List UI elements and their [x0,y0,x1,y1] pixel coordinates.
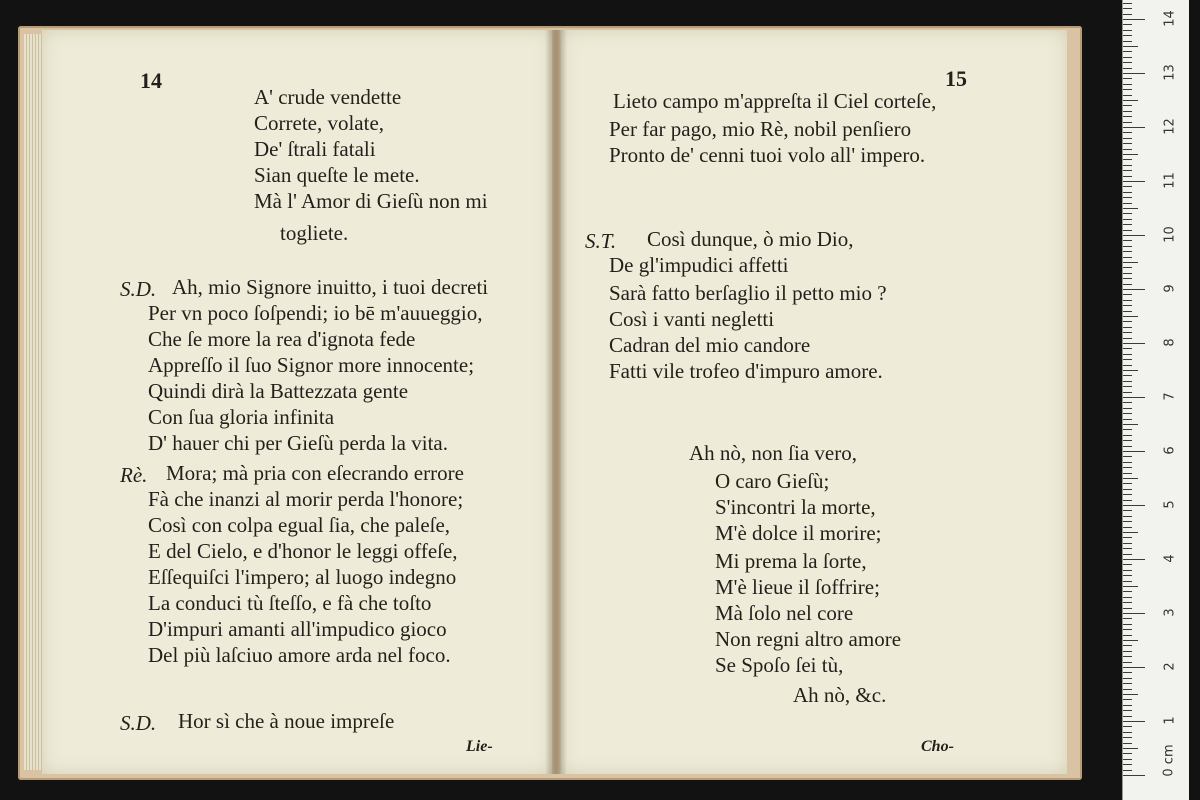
ruler-tick [1123,219,1132,220]
ruler-tick [1123,586,1138,587]
ruler-tick [1123,716,1132,717]
ruler-tick [1123,51,1132,52]
aria-line: Ah nò, &c. [793,683,887,707]
aria-line: Se Spoſo ſei tù, [715,653,844,677]
speaker-label-sd: S.D. [120,711,157,735]
ruler-tick [1123,14,1132,15]
ruler-tick [1123,575,1132,576]
ruler-tick [1123,100,1138,101]
speaker-label-sd: S.D. [120,277,157,301]
speech-line: D'impuri amanti all'impudico gioco [148,617,447,641]
ruler-tick [1123,251,1132,252]
speech-line: E del Cielo, e d'honor le leggi offeſe, [148,539,458,563]
ruler-tick [1123,235,1145,236]
ruler-tick [1123,181,1145,182]
ruler-tick [1123,224,1132,225]
ruler-tick [1123,116,1132,117]
ruler-tick [1123,770,1132,771]
ruler-tick [1123,35,1132,36]
ruler-tick [1123,743,1132,744]
right-stanza-line: Pronto de' cenni tuoi volo all' impero. [609,143,926,167]
ruler-tick [1123,294,1132,295]
ruler-tick [1123,473,1132,474]
ruler-tick [1123,186,1132,187]
ruler-tick [1123,386,1132,387]
speech-line: Che ſe more la rea d'ignota fede [148,327,416,351]
ruler-tick [1123,240,1132,241]
left-page [42,30,553,774]
ruler-label: 11 [1162,172,1178,189]
aria-line: O caro Gieſù; [715,469,830,493]
ruler-tick [1123,456,1132,457]
catchword: Lie- [466,738,493,755]
ruler-tick [1123,710,1132,711]
ruler-tick [1123,348,1132,349]
catchword: Cho- [921,738,954,755]
ruler-tick [1123,8,1132,9]
speech-line: Sarà fatto berſaglio il petto mio ? [609,281,887,305]
ruler-tick [1123,111,1132,112]
ruler-tick [1123,494,1132,495]
speech-line: Ah, mio Signore inuitto, i tuoi decreti [172,275,489,299]
ruler-tick [1123,246,1132,247]
ruler-tick [1123,737,1132,738]
ruler-tick [1123,73,1145,74]
ruler-tick [1123,548,1132,549]
ruler-tick [1123,440,1132,441]
ruler-tick [1123,278,1132,279]
left-folio: 14 [140,68,162,93]
aria-line: M'è lieue il ſoffrire; [715,575,880,599]
left-stanza-line: A' crude vendette [254,85,402,109]
speech-line: Per vn poco ſoſpendi; io bē m'auueggio, [148,301,483,325]
ruler-tick [1123,510,1132,511]
ruler-tick [1123,138,1132,139]
ruler-tick [1123,489,1132,490]
ruler-tick [1123,640,1138,641]
ruler-tick [1123,656,1132,657]
ruler-tick [1123,753,1132,754]
ruler-tick [1123,105,1132,106]
ruler-tick [1123,327,1132,328]
ruler-tick [1123,170,1132,171]
ruler-tick [1123,478,1138,479]
ruler-tick [1123,332,1132,333]
ruler-tick [1123,338,1132,339]
ruler-tick [1123,699,1132,700]
ruler-tick [1123,62,1132,63]
ruler-tick [1123,154,1138,155]
ruler-tick [1123,267,1132,268]
ruler-label: 5 [1162,500,1178,509]
ruler-tick [1123,613,1145,614]
left-stanza-line: togliete. [280,221,349,245]
ruler-tick [1123,122,1132,123]
ruler-label: 4 [1162,554,1178,563]
right-stanza-line: Lieto campo m'appreſta il Ciel corteſe, [613,89,937,113]
speech-line: Con ſua gloria infinita [148,405,335,429]
speech-line: Eſſequiſci l'impero; al luogo indegno [148,565,457,589]
ruler-tick [1123,435,1132,436]
ruler-tick [1123,705,1132,706]
ruler-tick [1123,419,1132,420]
ruler-tick [1123,203,1132,204]
ruler-tick [1123,300,1132,301]
ruler-tick [1123,483,1132,484]
ruler-tick [1123,462,1132,463]
ruler-tick [1123,343,1145,344]
ruler-label: 10 [1162,226,1178,243]
speech-line: Così con colpa egual ſia, che paleſe, [148,513,451,537]
ruler-tick [1123,316,1138,317]
ruler-label: 2 [1162,662,1178,671]
ruler-label: 0 cm [1161,744,1177,777]
speaker-label-re: Rè. [120,463,148,487]
left-stanza-line: Mà l' Amor di Gieſù non mi [254,189,488,213]
ruler-tick [1123,429,1132,430]
ruler-label: 7 [1162,392,1178,401]
aria-line: M'è dolce il morire; [715,521,882,545]
aria-line: Ah nò, non ſia vero, [689,441,857,465]
ruler-tick [1123,397,1145,398]
speech-line: D' hauer chi per Gieſù perda la vita. [148,431,448,455]
ruler-tick [1123,24,1132,25]
ruler-tick [1123,84,1132,85]
ruler-tick [1123,559,1145,560]
ruler-tick [1123,667,1145,668]
ruler-tick [1123,257,1132,258]
ruler-tick [1123,370,1138,371]
ruler-tick [1123,672,1132,673]
ruler-tick [1123,165,1132,166]
ruler-tick [1123,581,1132,582]
ruler-tick [1123,721,1145,722]
speech-line: Appreſſo il ſuo Signor more innocente; [148,353,475,377]
ruler-tick [1123,602,1132,603]
ruler-tick [1123,678,1132,679]
ruler-tick [1123,305,1132,306]
ruler-label: 9 [1162,284,1178,293]
ruler-tick [1123,597,1132,598]
ruler-tick [1123,748,1138,749]
ruler-tick [1123,262,1138,263]
speech-line: Mora; mà pria con eſecrando errore [166,461,464,485]
ruler-tick [1123,775,1145,776]
ruler-tick [1123,570,1132,571]
ruler-tick [1123,192,1132,193]
ruler-tick [1123,402,1132,403]
ruler-tick [1123,354,1132,355]
ruler-tick [1123,176,1132,177]
ruler-tick [1123,694,1138,695]
ruler-tick [1123,375,1132,376]
ruler-label: 14 [1162,10,1178,27]
ruler-tick [1123,289,1145,290]
speech-line: Così i vanti negletti [609,307,775,331]
right-folio: 15 [945,66,967,91]
ruler-tick [1123,213,1132,214]
ruler-tick [1123,629,1132,630]
speech-line: Hor sì che à noue impreſe [178,709,395,733]
ruler-tick [1123,505,1145,506]
ruler-tick [1123,645,1132,646]
ruler-label: 6 [1162,446,1178,455]
speech-line: De gl'impudici affetti [609,253,789,277]
ruler-tick [1123,68,1132,69]
ruler-tick [1123,159,1132,160]
ruler-tick [1123,57,1132,58]
aria-line: Non regni altro amore [715,627,902,651]
speech-line: Fatti vile trofeo d'impuro amore. [609,359,883,383]
ruler-tick [1123,381,1132,382]
speech-line: Così dunque, ò mio Dio, [647,227,854,251]
ruler-tick [1123,527,1132,528]
ruler-tick [1123,321,1132,322]
ruler-label: 12 [1162,118,1178,135]
ruler-tick [1123,424,1138,425]
ruler-tick [1123,78,1132,79]
aria-line: S'incontri la morte, [715,495,876,519]
ruler-tick [1123,19,1145,20]
ruler-tick [1123,543,1132,544]
aria-line: Mà ſolo nel core [715,601,854,625]
ruler-tick [1123,608,1132,609]
ruler-tick [1123,651,1132,652]
ruler-label: 1 [1162,716,1178,725]
ruler-tick [1123,230,1132,231]
ruler-tick [1123,95,1132,96]
ruler-tick [1123,127,1145,128]
ruler-tick [1123,30,1132,31]
ruler-tick [1123,532,1138,533]
speech-line: Fà che inanzi al morir perda l'honore; [148,487,464,511]
left-stanza-line: De' ſtrali fatali [254,137,376,161]
ruler-tick [1123,132,1132,133]
ruler-label: 13 [1162,64,1178,81]
ruler-tick [1123,365,1132,366]
speech-line: Cadran del mio candore [609,333,811,357]
ruler-tick [1123,89,1132,90]
ruler-tick [1123,359,1132,360]
left-stanza-line: Sian queſte le mete. [254,163,420,187]
ruler-tick [1123,564,1132,565]
ruler-tick [1123,273,1132,274]
ruler-tick [1123,618,1132,619]
speech-line: La conduci tù ſteſſo, e fà che toſto [148,591,432,615]
ruler-tick [1123,408,1132,409]
ruler-tick [1123,732,1132,733]
ruler-tick [1123,413,1132,414]
ruler-tick [1123,392,1132,393]
ruler-tick [1123,689,1132,690]
speaker-label-st: S.T. [585,229,617,253]
ruler-tick [1123,764,1132,765]
right-stanza-line: Per far pago, mio Rè, nobil penſiero [609,117,912,141]
ruler-label: 8 [1162,338,1178,347]
left-stanza-line: Correte, volate, [254,111,385,135]
ruler-tick [1123,149,1132,150]
ruler-tick [1123,521,1132,522]
ruler-tick [1123,537,1132,538]
ruler-tick [1123,311,1132,312]
ruler-tick [1123,500,1132,501]
ruler-tick [1123,591,1132,592]
speech-line: Del più laſciuo amore arda nel foco. [148,643,451,667]
ruler-tick [1123,3,1132,4]
ruler-tick [1123,208,1138,209]
ruler-tick [1123,516,1132,517]
ruler-tick [1123,759,1132,760]
aria-line: Mi prema la ſorte, [715,549,867,573]
ruler-tick [1123,197,1132,198]
ruler-tick [1123,41,1132,42]
ruler-tick [1123,624,1132,625]
ruler-tick [1123,635,1132,636]
book-gutter [545,30,567,774]
ruler-tick [1123,446,1132,447]
ruler-tick [1123,683,1132,684]
ruler-tick [1123,46,1138,47]
ruler-tick [1123,662,1132,663]
ruler-tick [1123,467,1132,468]
right-page [560,30,1067,774]
ruler-tick [1123,143,1132,144]
measuring-ruler [1122,0,1189,800]
ruler-tick [1123,726,1132,727]
ruler-tick [1123,554,1132,555]
ruler-label: 3 [1162,608,1178,617]
ruler-tick [1123,451,1145,452]
speech-line: Quindi dirà la Battezzata gente [148,379,409,403]
page-stack-edge [24,34,42,770]
ruler-tick [1123,284,1132,285]
